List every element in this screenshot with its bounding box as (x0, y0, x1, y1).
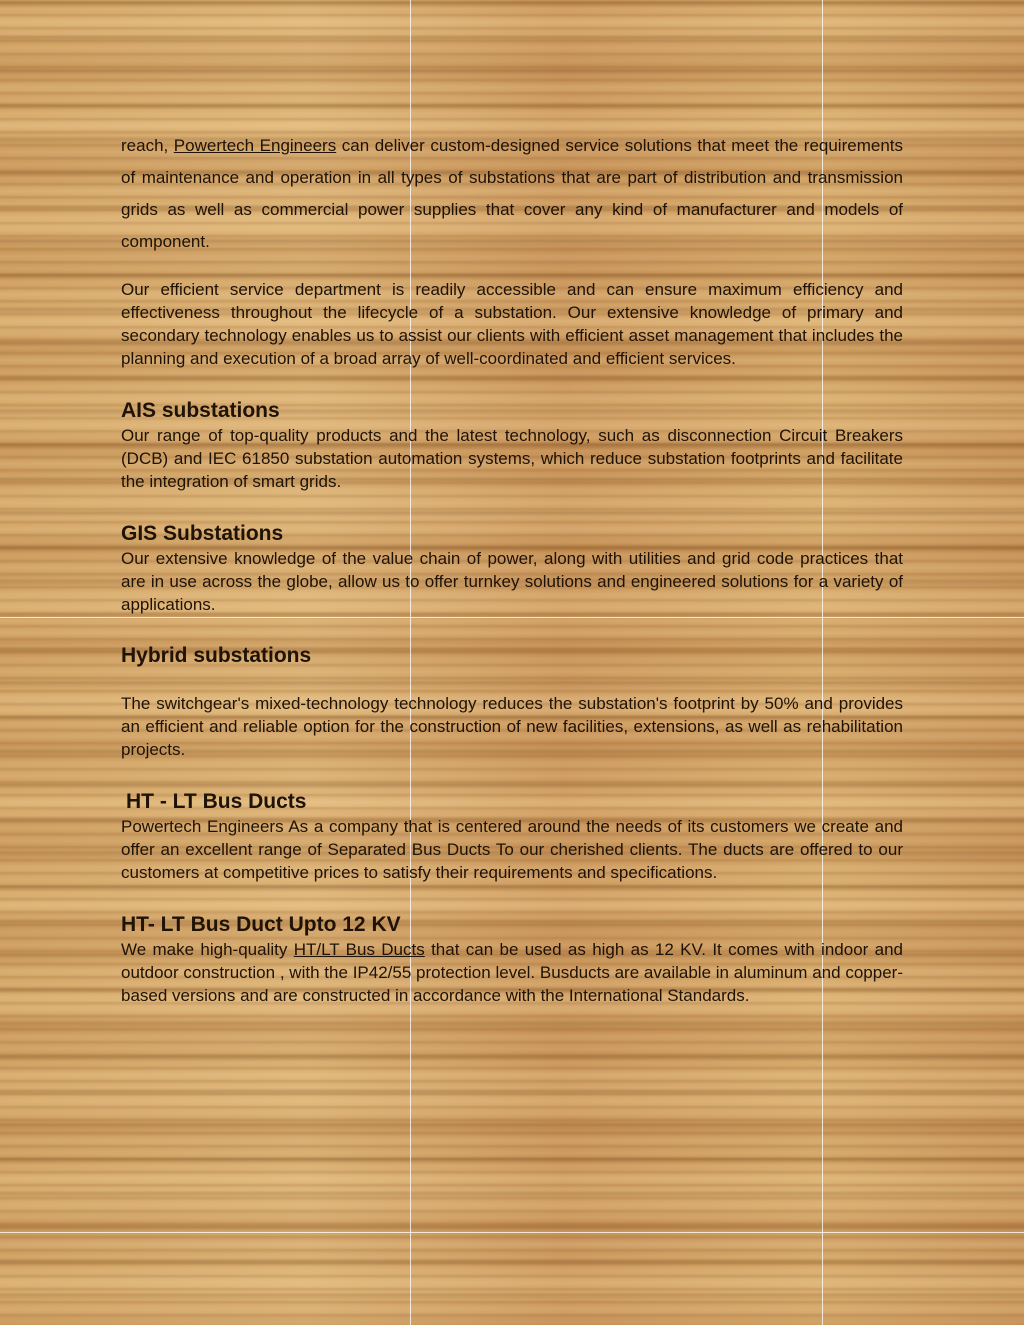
service-paragraph: Our efficient service department is readily accessible and can ensure maximum efficiency and effectiveness throughout the lifecycle of a substation. Our extensive knowledge of primary and secondary technology enables us to assist our clients with efficient asset management that includes the planning and execution of a broad array of well-coordinated and efficient services. (121, 280, 903, 368)
bus-ducts-heading: HT - LT Bus Ducts (126, 790, 307, 813)
ais-heading: AIS substations (121, 399, 280, 422)
gis-paragraph: Our extensive knowledge of the value chain of power, along with utilities and grid code practices that are in use across the globe, allow us to offer turnkey solutions and engineered solutions for a variety of applications. (121, 549, 903, 614)
intro-paragraph (121, 130, 903, 258)
hybrid-paragraph: The switchgear's mixed-technology technology reduces the substation's footprint by 50% and provides an efficient and reliable option for the construction of new facilities, extensions, as well as rehabilitation projects. (121, 694, 903, 759)
intro-text-start: reach, (121, 136, 174, 155)
intro-text-end: can deliver custom-designed service solutions that meet the requirements of maintenance and operation in all types of substations that are part of distribution and transmission grids as well as commercial power supplies that cover any kind of manufacturer and models of component. (121, 136, 903, 251)
bus-ducts-paragraph: Powertech Engineers As a company that is centered around the needs of its customers we create and offer an excellent range of Separated Bus Ducts To our cherished clients. The ducts are offered to our customers at competitive prices to satisfy their requirements and specifications. (121, 817, 903, 882)
ais-paragraph: Our range of top-quality products and the latest technology, such as disconnection Circuit Breakers (DCB) and IEC 61850 substation automation systems, which reduce substation footprints and facilitate the integration of smart grids. (121, 426, 903, 491)
hybrid-heading: Hybrid substations (121, 644, 312, 667)
gis-heading: GIS Substations (121, 522, 284, 545)
document-body (121, 130, 903, 1007)
grid-line-horizontal-bottom (0, 1232, 1024, 1233)
bus-duct-12kv-text-start: We make high-quality (121, 940, 294, 959)
ht-lt-bus-ducts-link[interactable]: HT/LT Bus Ducts (293, 940, 425, 959)
bus-duct-12kv-text-end: that can be used as high as 12 KV. It comes with indoor and outdoor construction , with the IP42/55 protection level. Busducts are available in aluminum and copper-based versions and are constructed in accordance with the International Standards. (121, 940, 903, 1005)
bus-duct-12kv-paragraph (121, 938, 903, 1007)
powertech-engineers-link[interactable]: Powertech Engineers (173, 136, 337, 155)
bus-duct-12kv-heading: HT- LT Bus Duct Upto 12 KV (121, 913, 401, 936)
